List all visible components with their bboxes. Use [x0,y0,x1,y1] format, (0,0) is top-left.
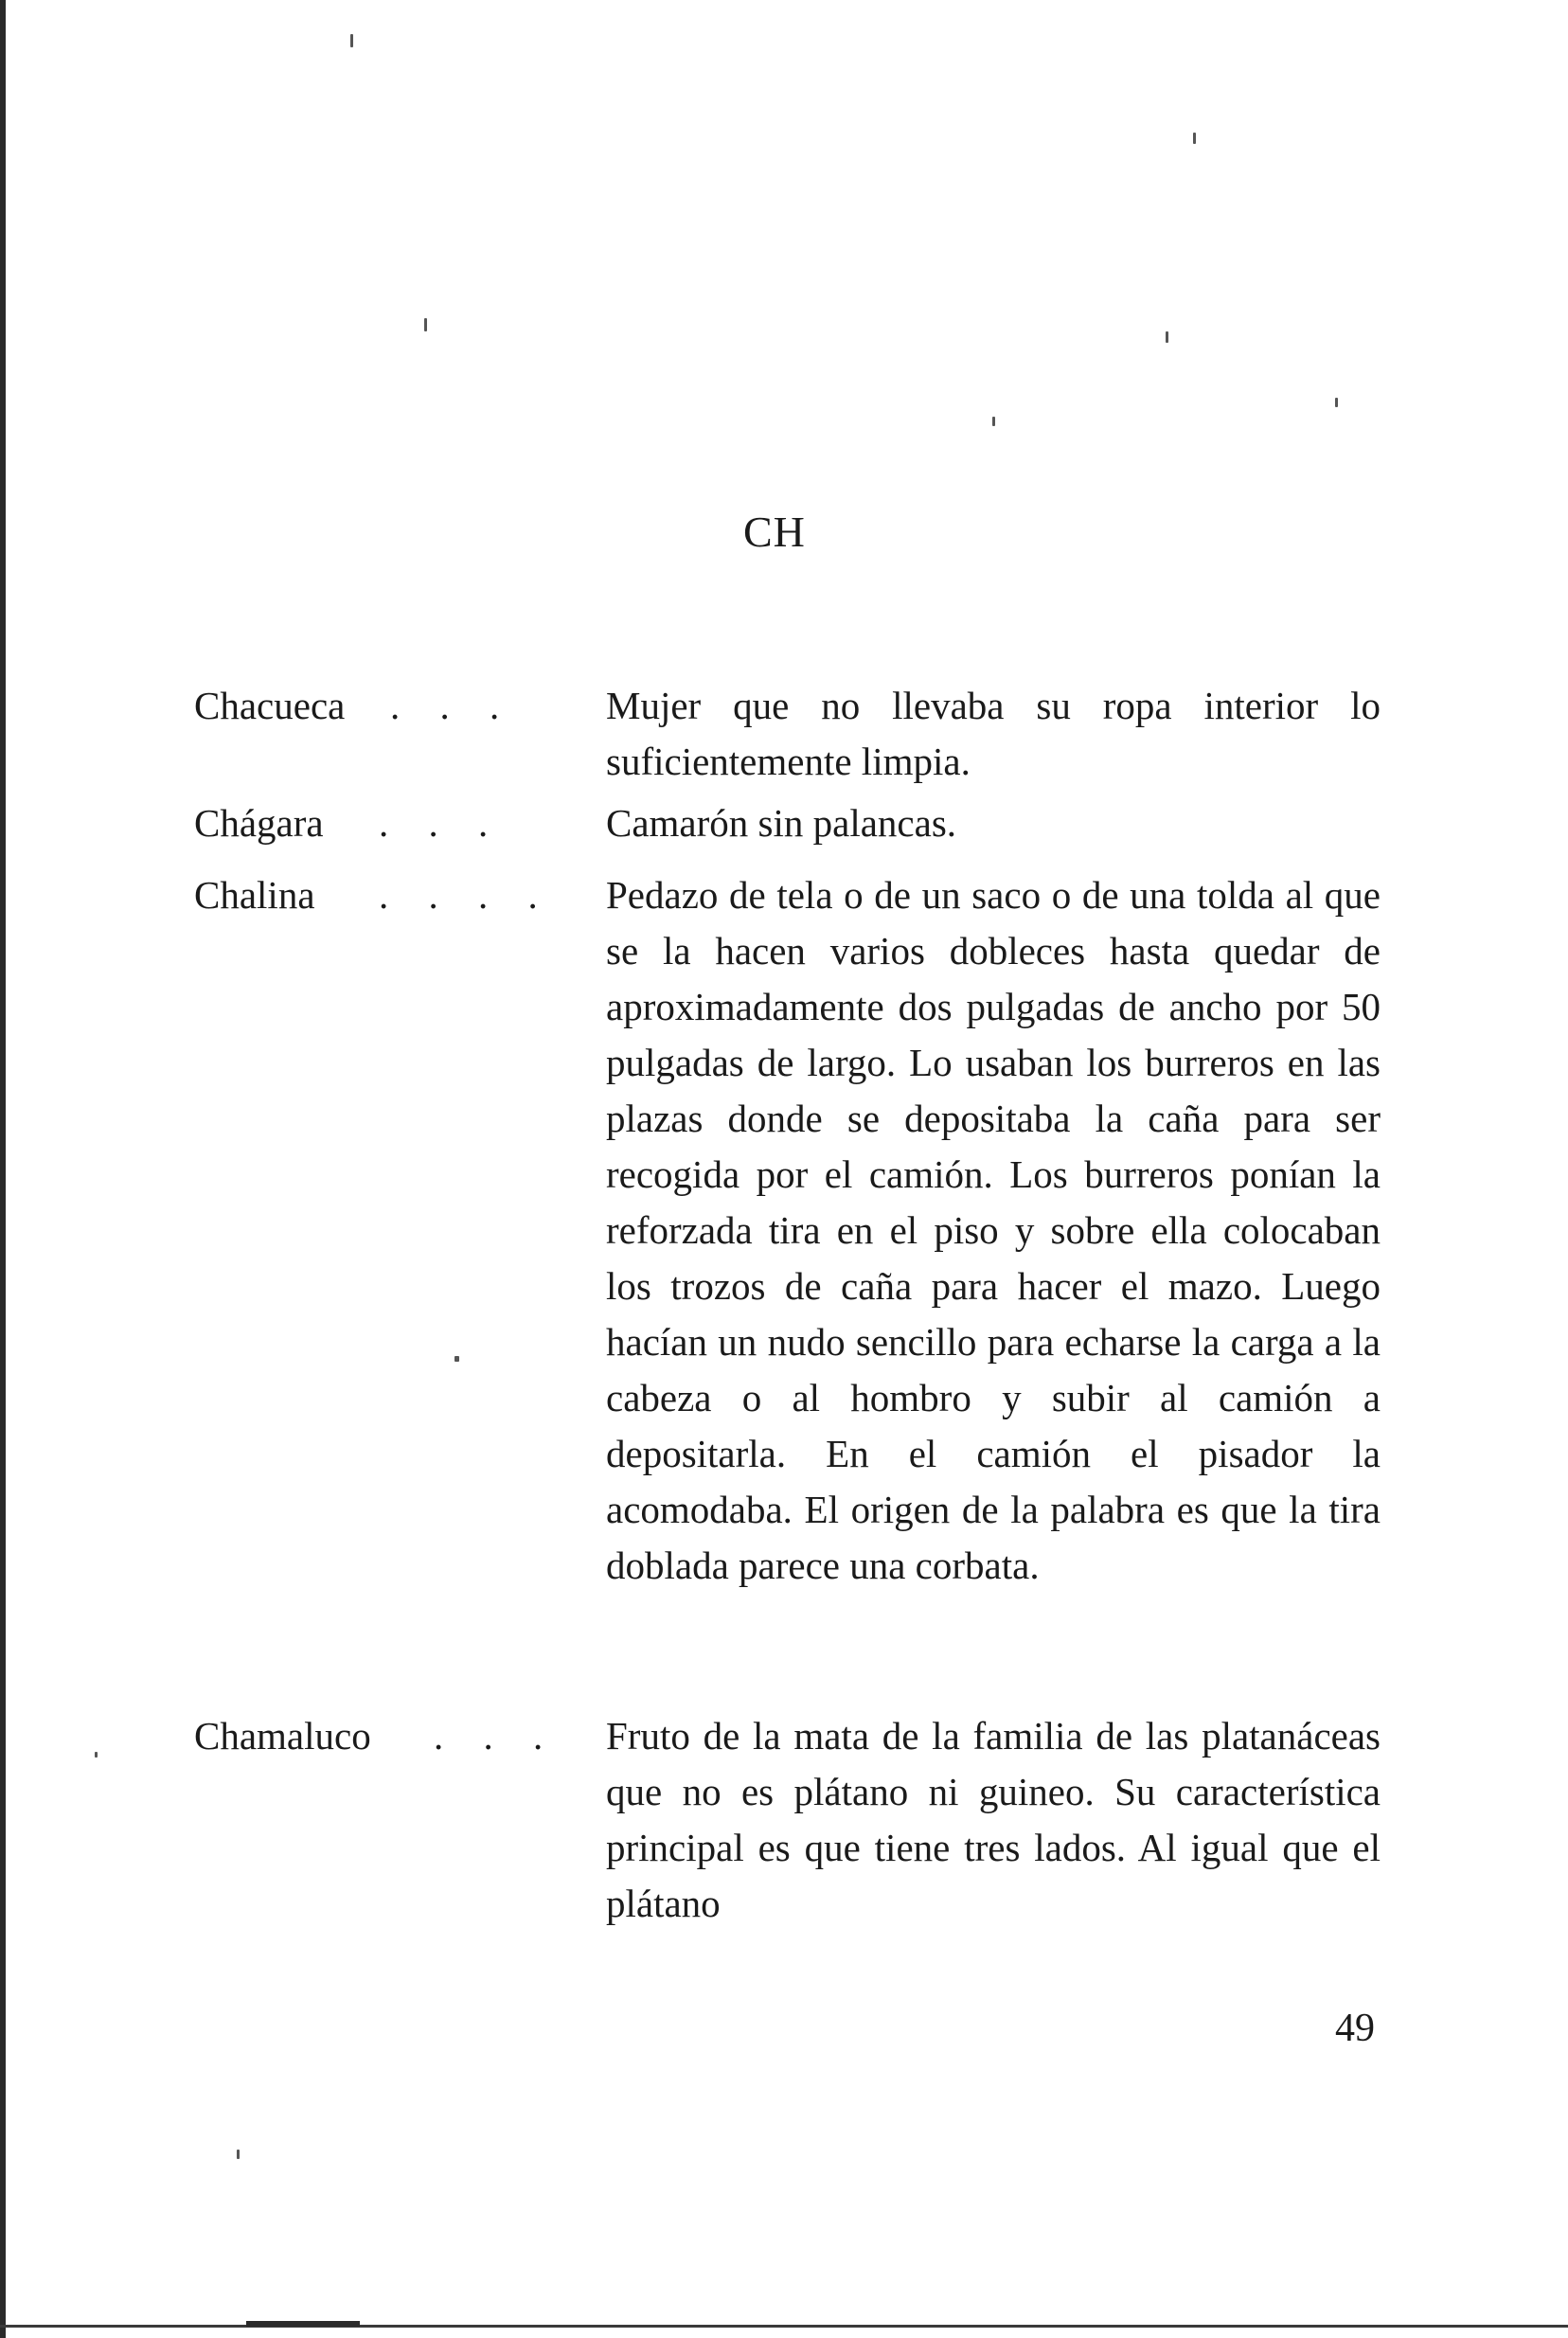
page-bottom-edge [0,2325,1568,2328]
entry-definition: Pedazo de tela o de un saco o de una tolda al que se la hacen varios dobleces hasta quedar de aproximadamente dos pulgadas de ancho por 50 pulgadas de largo. Lo usaban los burreros en las plazas donde se depositaba la caña para ser recogida por el camión. Los burreros ponían la reforzada tira en el piso y sobre ella colocaban los trozos de caña para hacer el mazo. Luego hacían un nudo sencillo para echarse la carga a la cabeza o al hombro y subir al camión a depositarla. En el camión el pisador la acomodaba. El origen de la palabra es que la tira doblada parece una corbata. [606,873,1381,1587]
dot-leader: . . . [379,801,504,845]
entry-term: Chágara [194,801,324,845]
entry-definition: Camarón sin palancas. [606,801,957,845]
entry-definition: Fruto de la mata de la familia de las platanáceas que no es plátano ni guineo. Su característica principal es que tiene tres lados. Al igual que el plátano [606,1714,1381,1925]
entry-term: Chalina [194,873,315,917]
entry-definition: Mujer que no llevaba su ropa interior lo suficientemente limpia. [606,684,1381,783]
page-bottom-edge-mark [246,2321,360,2327]
scan-speck [424,318,427,331]
dot-leader: . . . [434,1714,559,1758]
scan-speck [95,1752,98,1758]
scan-speck [992,417,995,426]
scan-speck [1193,133,1196,144]
page-left-edge [0,0,6,2338]
dot-leader: . . . . [379,873,553,917]
scan-speck [1166,331,1168,343]
scan-speck [237,2150,240,2159]
scan-speck [454,1356,459,1362]
section-heading: CH [743,508,806,556]
entry-term: Chamaluco [194,1714,371,1758]
entry-term: Chacueca [194,684,346,727]
page-number: 49 [1335,2007,1375,2050]
scan-speck [350,34,353,47]
scan-speck [1335,398,1338,407]
dot-leader: . . . [390,684,515,727]
